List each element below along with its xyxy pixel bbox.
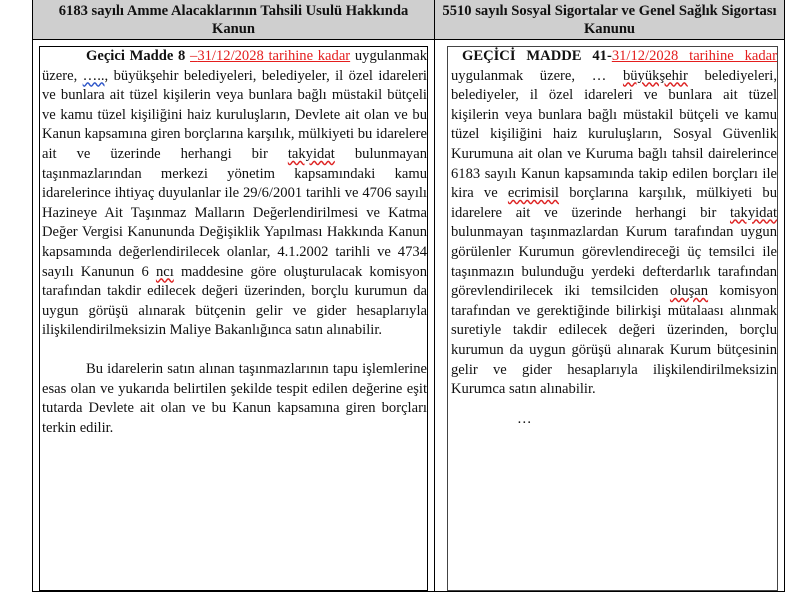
right-text-e: komisyon tarafından ve gerektiğinde bilirkişi mütalaası alınmak suretiyle takdir edilecek değeri üzerinden, borçlu kurumun da uygun görüşü alınarak Kurum bütçesinin gelir ve gider hesaplarıyla ilişkilendirilmeksizin Kurumca satın alınabilir.	[451, 283, 777, 398]
left-deadline: 31/12/2028 tarihine kadar	[197, 48, 351, 64]
left-text-b: , büyükşehir belediyeleri, belediyeler, il özel idareleri ve bunlara ait tüzel kişilerin veya bunlara bağlı müstakil bütçeli ve kamu tüzel kişiliğini haiz kuruluşların, Devlete ait olan ve bu Kanun kapsamına giren borçlarına karşılık, mülkiyeti bu idarelere ait ve üzerinde herhangi bir	[42, 67, 427, 162]
left-paragraph-1	[42, 47, 427, 341]
left-article-label: Geçici Madde 8	[86, 48, 186, 64]
header-left-law-6183: 6183 sayılı Amme Alacaklarının Tahsili Usulü Hakkında Kanun	[33, 0, 435, 40]
left-article-dash: –	[190, 48, 198, 64]
left-ellipsis-inserted: …..	[82, 67, 105, 84]
right-paragraph-1	[451, 47, 777, 400]
right-text-box	[447, 46, 778, 591]
right-text-d: bulunmayan taşınmazlardan Kurum tarafından uygun görülenler Kurumun görevlendireceği üç temsilci ile taşınmazın bulunduğu yerdeki defterdarlık tarafından görevlendirilecek iki temsilciden	[451, 224, 777, 300]
table-header-row	[33, 0, 785, 40]
left-cell	[33, 40, 435, 592]
right-text-b: belediyeleri, belediyeler, il özel idareleri ve bunlara ait tüzel kişilerin veya bunlara bağlı müstakil bütçeli ve kamu tüzel kişiliğini haiz kuruluşların, Sosyal Güvenlik Kurumuna ait olan ve Kuruma bağlı tahsil dairelerince 6183 sayılı Kanun kapsamında takip edilen borçları ile kira ve	[451, 67, 777, 202]
right-text-a: uygulanmak üzere, …	[451, 67, 623, 84]
table-body-row	[33, 40, 785, 592]
comparison-document	[32, 0, 784, 602]
header-right-law-5510: 5510 sayılı Sosyal Sigortalar ve Genel Sağlık Sigortası Kanunu	[435, 0, 785, 40]
left-word-takyidat: takyidat	[287, 145, 335, 162]
right-cell	[435, 40, 785, 592]
left-text-d: maddesine göre oluşturulacak komisyon tarafından takdir edilecek değeri üzerinden, borçlu kurumun da uygun görüşü alınarak bütçenin gelir ve gider hesaplarıyla ilişkilendirilmeksizin Maliye Bakanlığınca satın alınabilir.	[42, 263, 427, 339]
left-text-box	[39, 46, 428, 591]
left-word-nci: ncı	[155, 263, 174, 280]
right-deadline: 31/12/2028 tarihine kadar	[611, 48, 777, 64]
right-word-takyidat: takyidat	[729, 204, 777, 221]
right-text-c: borçlarına karşılık, mülkiyeti bu idarelere ait ve üzerinde herhangi bir	[451, 185, 778, 221]
right-article-label: GEÇİCİ MADDE 41-	[462, 48, 612, 64]
left-text-a: uygulanmak üzere,	[42, 48, 427, 84]
left-paragraph-2: Bu idarelerin satın alınan taşınmazlarının tapu işlemlerine esas olan ve yukarıda belirtilen şekilde tespit edilen değerine eşit tutarda Devlete ait olan ve bu Kanun kapsamına giren borçları terkin edilir.	[42, 360, 427, 436]
comparison-table	[32, 0, 785, 592]
right-trailing-ellipsis: …	[517, 410, 532, 427]
right-word-olusan: oluşan	[669, 283, 709, 300]
left-text-c: bulunmayan taşınmazlarından merkezi yönetim kapsamındaki kamu idarelerince ihtiyaç duyulanlar ile 29/6/2001 tarihli ve 4706 sayılı Hazineye Ait Taşınmaz Malların Değerlendirilmesi ve Katma Değer Vergisi Kanununda Değişiklik Yapılması Hakkında Kanun kapsamında değerlendirilecek olanlar, 4.1.2002 tarihli ve 4734 sayılı Kanunun 6	[42, 145, 427, 280]
right-word-buyuksehir: büyükşehir	[622, 67, 688, 84]
right-word-ecrimisil: ecrimisil	[507, 185, 559, 202]
